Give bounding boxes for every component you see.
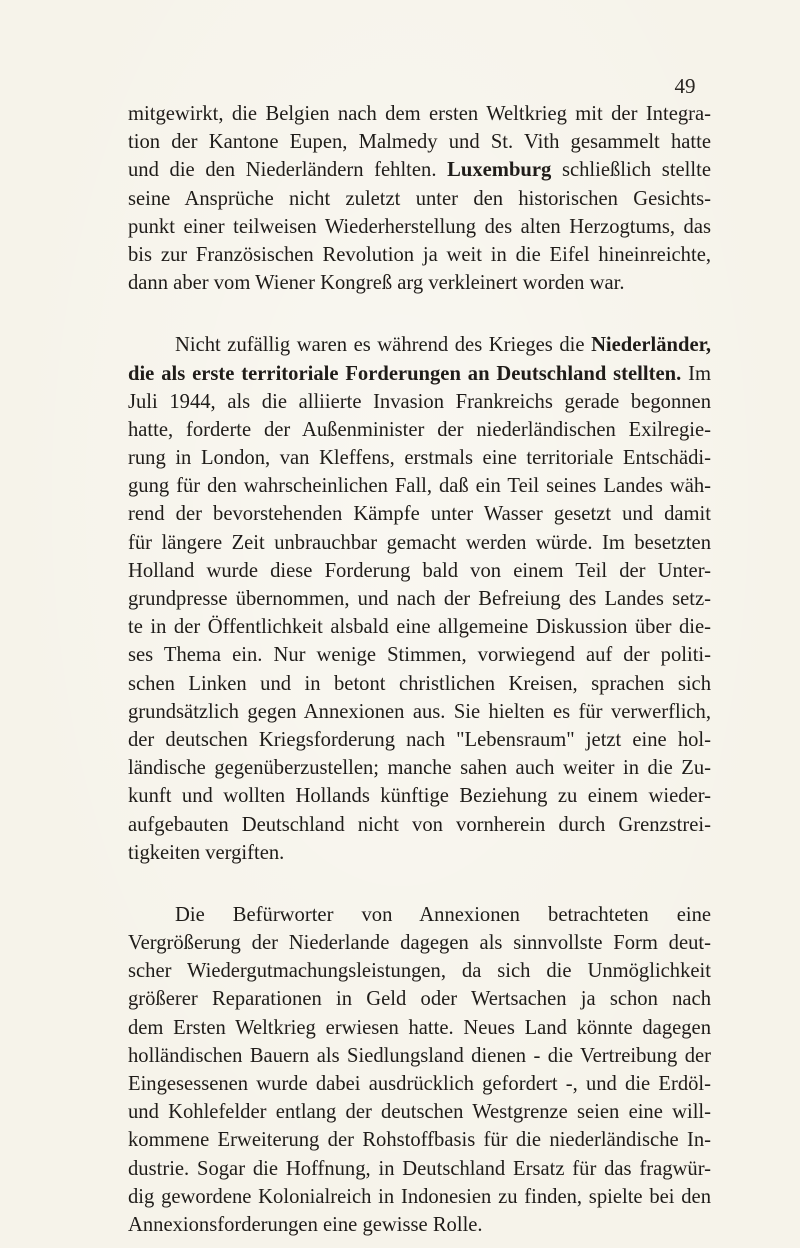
text-line: dann aber vom Wiener Kongreß arg verkleinert worden war.: [128, 272, 625, 295]
text-line: schen Linken und in betont christlichen Kreisen, sprachen sich: [128, 672, 711, 695]
text-line: bis zur Französischen Revolution ja weit in die Eifel hineinreichte,: [128, 243, 711, 266]
text-line: kommene Erweiterung der Rohstoffbasis für die niederländische In-: [128, 1129, 711, 1152]
text-line: aufgebauten Deutschland nicht von vornherein durch Grenzstrei-: [128, 813, 711, 836]
text-line: Vergrößerung der Niederlande dagegen als sinnvollste Form deut-: [128, 932, 711, 955]
text-line: ländische gegenüberzustellen; manche sahen auch weiter in die Zu-: [128, 757, 711, 780]
text-line: ses Thema ein. Nur wenige Stimmen, vorwiegend auf der politi-: [128, 644, 711, 667]
text-line: seine Ansprüche nicht zuletzt unter den historischen Gesichts-: [128, 187, 711, 210]
text-line: und die den Niederländern fehlten. Luxemburg schließlich stellte: [128, 159, 711, 182]
text-line: dustrie. Sogar die Hoffnung, in Deutschland Ersatz für das fragwür-: [128, 1157, 711, 1180]
text-line: dem Ersten Weltkrieg erwiesen hatte. Neues Land könnte dagegen: [128, 1016, 711, 1039]
text-line: scher Wiedergutmachungsleistungen, da sich die Unmöglichkeit: [128, 960, 711, 983]
page-number: 49: [674, 74, 696, 98]
paragraph-2: [128, 331, 711, 867]
text-line: größerer Reparationen in Geld oder Wertsachen ja schon nach: [128, 988, 711, 1011]
text-line: rend der bevorstehenden Kämpfe unter Wasser gesetzt und damit: [128, 503, 711, 526]
text-line: Nicht zufällig waren es während des Krieges die Niederländer,: [175, 334, 711, 357]
text-line: Holland wurde diese Forderung bald von einem Teil der Unter-: [128, 559, 711, 582]
text-line: gung für den wahrscheinlichen Fall, daß ein Teil seines Landes wäh-: [128, 475, 711, 498]
text-line: Die Befürworter von Annexionen betrachteten eine: [175, 903, 711, 926]
body-text: [128, 100, 711, 1239]
text-line: und Kohlefelder entlang der deutschen Westgrenze seien eine will-: [128, 1101, 711, 1124]
text-line: rung in London, van Kleffens, erstmals eine territoriale Entschädi-: [128, 447, 711, 470]
text-line: Annexionsforderungen eine gewisse Rolle.: [128, 1213, 483, 1236]
text-line: grundpresse übernommen, und nach der Befreiung des Landes setz-: [128, 588, 711, 610]
text-line: Eingesessenen wurde dabei ausdrücklich gefordert -, und die Erdöl-: [128, 1073, 711, 1095]
paragraph-1: [128, 100, 711, 297]
text-line: Juli 1944, als die alliierte Invasion Frankreichs gerade begonnen: [128, 390, 711, 413]
text-line: hatte, forderte der Außenminister der niederländischen Exilregie-: [128, 418, 711, 441]
text-line: punkt einer teilweisen Wiederherstellung des alten Herzogtums, das: [128, 215, 711, 238]
text-line: die als erste territoriale Forderungen an Deutschland stellten. Im: [128, 362, 711, 385]
text-line: dig gewordene Kolonialreich in Indonesien zu finden, spielte bei den: [128, 1185, 711, 1208]
bold-phrase: die als erste territoriale Forderungen an Deutschland stellten.: [128, 362, 682, 385]
text-line: für längere Zeit unbrauchbar gemacht werden würde. Im besetzten: [128, 531, 711, 554]
text-line: der deutschen Kriegsforderung nach "Lebensraum" jetzt eine hol-: [128, 728, 711, 751]
text-line: tigkeiten vergiften.: [128, 841, 285, 864]
text-line: te in der Öffentlichkeit alsbald eine allgemeine Diskussion über die-: [128, 616, 711, 639]
text-line: tion der Kantone Eupen, Malmedy und St. Vith gesammelt hatte: [128, 131, 711, 154]
text-line: grundsätzlich gegen Annexionen aus. Sie hielten es für verwerflich,: [128, 700, 711, 723]
text-line: holländischen Bauern als Siedlungsland dienen - die Vertreibung der: [128, 1044, 711, 1067]
bold-term: Luxemburg: [447, 159, 552, 182]
bold-term: Niederländer,: [591, 334, 711, 357]
text-line: kunft und wollten Hollands künftige Beziehung zu einem wieder-: [128, 785, 711, 808]
text-line: mitgewirkt, die Belgien nach dem ersten Weltkrieg mit der Integra-: [128, 103, 711, 125]
paragraph-3: [128, 901, 711, 1239]
